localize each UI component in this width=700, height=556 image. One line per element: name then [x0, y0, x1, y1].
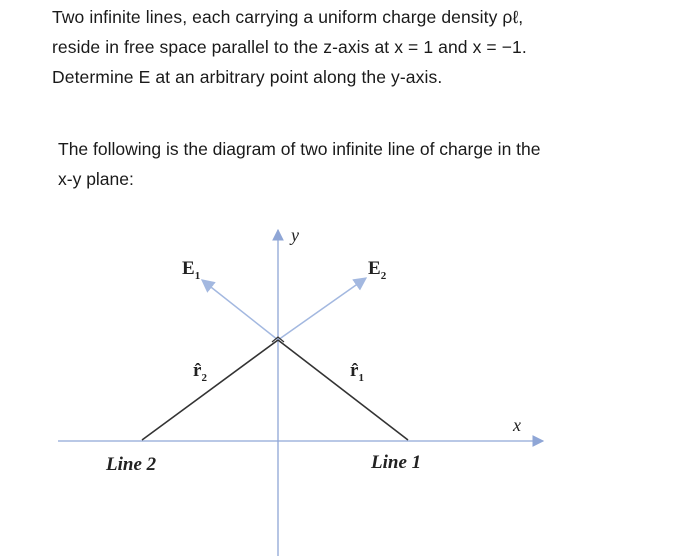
intro-line-1: The following is the diagram of two infinite line of charge in the	[58, 139, 541, 159]
r1-subscript: 1	[358, 372, 364, 384]
e2-label: $E_2$	[368, 258, 387, 282]
e2-vector	[278, 278, 366, 340]
problem-line-3: Determine E at an arbitrary point along the y-axis.	[52, 67, 443, 87]
line2-segment	[142, 340, 278, 440]
line2-label: Line 2	[106, 454, 157, 475]
line1-label: Line 1	[371, 452, 422, 473]
r2-subscript: 2	[201, 372, 207, 384]
problem-line-2: reside in free space parallel to the z-axis at x = 1 and x = −1.	[52, 37, 527, 57]
e1-subscript: 1	[194, 270, 201, 282]
r1-label: $r̂_1$	[350, 360, 364, 384]
x-axis-label: x	[513, 415, 521, 435]
r2-label: $r̂_2$	[193, 360, 207, 384]
e2-subscript: 2	[380, 270, 387, 282]
intro-line-2: x-y plane:	[58, 169, 134, 189]
e1-vector	[202, 280, 278, 340]
y-axis-label: y	[291, 225, 299, 245]
e1-label: $E_1$	[182, 258, 201, 282]
problem-line-1: Two infinite lines, each carrying a uniform charge density ρℓ,	[52, 7, 524, 27]
line1-segment	[278, 340, 408, 440]
